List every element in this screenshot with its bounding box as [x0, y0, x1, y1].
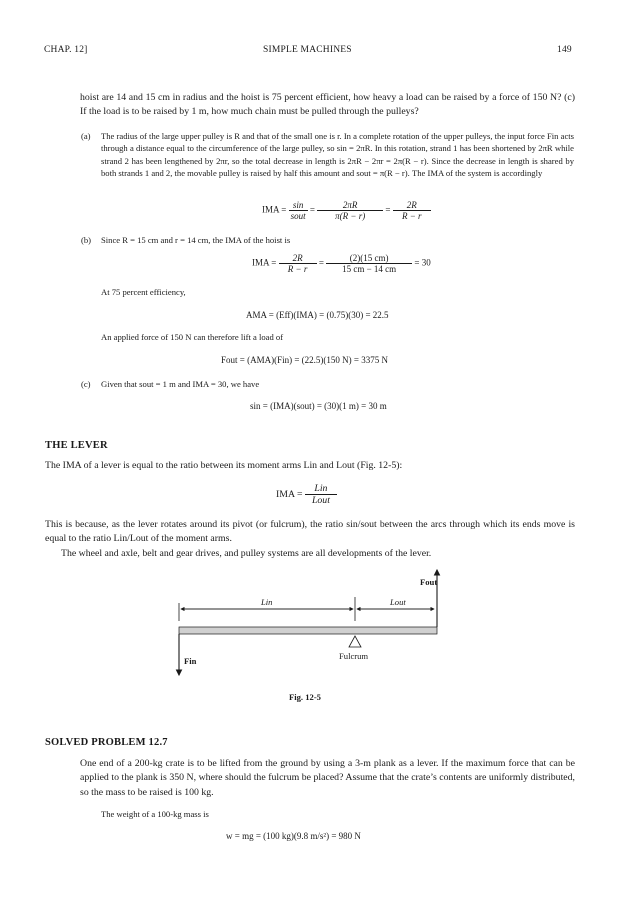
- solved-problem-equation: w = mg = (100 kg)(9.8 m/s²) = 980 N: [226, 831, 361, 841]
- solved-problem-heading: SOLVED PROBLEM 12.7: [45, 737, 168, 748]
- part-c-label: (c): [81, 379, 91, 389]
- figure-label-fout: Fout: [420, 577, 438, 587]
- part-b-efficiency-text: At 75 percent efficiency,: [101, 287, 186, 297]
- part-c-equation: sin = (IMA)(sout) = (30)(1 m) = 30 m: [250, 401, 387, 411]
- part-b-equation-2: AMA = (Eff)(IMA) = (0.75)(30) = 22.5: [246, 310, 389, 320]
- part-a-text: The radius of the large upper pulley is R and that of the small one is r. In a complete rotation of the upper pulleys, the input force Fin acts through a distance equal to the circumference of the large pulley, so sin = 2πR. In this rotation, strand 1 has been shortened by 2πR while strand 2 has been lengthened by 2πr, so the total decrease in length is 2πR − 2πr = 2π(R − r). Since the decrease in length is shared by both strands 1 and 2, the movable pulley is raised by half this amount and sout = π(R − r). The IMA of the system is accordingly: [101, 131, 574, 179]
- solved-problem-weight-text: The weight of a 100-kg mass is: [101, 809, 209, 819]
- lever-plank: [179, 627, 437, 634]
- part-b-label: (b): [81, 235, 92, 245]
- figure-label-lin: Lin: [261, 597, 273, 607]
- running-title: SIMPLE MACHINES: [263, 45, 352, 55]
- part-b-eq1-rhs: = 30: [414, 257, 431, 268]
- fulcrum-triangle: [349, 636, 361, 647]
- part-b-equation-1: [252, 253, 431, 274]
- lever-figure: [160, 565, 460, 685]
- part-b-text: Since R = 15 cm and r = 14 cm, the IMA of the hoist is: [101, 235, 291, 245]
- part-b-eq1-sign: =: [318, 257, 324, 268]
- lever-eq-lhs: IMA =: [276, 488, 303, 500]
- part-a-equation: [262, 200, 431, 221]
- lever-heading: THE LEVER: [45, 440, 108, 451]
- lever-developments-text: The wheel and axle, belt and gear drives, and pulley systems are all developments of the lever.: [61, 548, 432, 559]
- part-a-eq-f1-num: sin: [292, 200, 304, 210]
- lever-explanation-text: This is because, as the lever rotates around its pivot (or fulcrum), the ratio sin/sout between the arcs through which its ends move is equal to the ratio Lin/Lout of the moment arms.: [45, 519, 575, 545]
- figure-label-fulcrum: Fulcrum: [339, 651, 369, 661]
- lever-eq-den: Lout: [305, 494, 337, 506]
- part-a-eq-f2-den: π(R − r): [317, 210, 383, 221]
- part-b-eq1-f2-den: 15 cm − 14 cm: [326, 263, 412, 274]
- figure-label-fin: Fin: [184, 656, 197, 666]
- part-a-eq-sign-1: =: [309, 204, 315, 215]
- figure-label-lout: Lout: [390, 597, 406, 607]
- part-a-eq-f3-num: 2R: [406, 200, 417, 210]
- lever-ima-equation: [276, 483, 337, 506]
- chapter-label: CHAP. 12]: [44, 45, 88, 55]
- part-a-eq-lhs: IMA =: [262, 204, 287, 215]
- lever-eq-num: Lin: [314, 483, 328, 494]
- part-b-eq1-f1-num: 2R: [292, 253, 303, 263]
- solved-problem-text: One end of a 200-kg crate is to be lifted from the ground by using a 3-m plank as a lever. If the maximum force that can be applied to the plank is 350 N, where should the fulcrum be placed? Assume that the crate’s contents are uniformly distributed, so the mass to be raised is 100 kg.: [80, 758, 575, 798]
- part-a-eq-f3-den: R − r: [393, 210, 431, 221]
- intro-paragraph: hoist are 14 and 15 cm in radius and the hoist is 75 percent efficient, how heavy a load can be raised by a force of 150 N? (c) If the load is to be raised by 1 m, how much chain must be pulled through the pulleys?: [80, 92, 575, 118]
- part-b-eq1-f2-num: (2)(15 cm): [349, 253, 389, 263]
- part-b-eq1-f1-den: R − r: [279, 263, 317, 274]
- part-c-text: Given that sout = 1 m and IMA = 30, we have: [101, 379, 260, 389]
- part-a-label: (a): [81, 131, 91, 141]
- page-number: 149: [557, 45, 572, 55]
- part-a-eq-sign-2: =: [385, 204, 391, 215]
- part-b-eq1-lhs: IMA =: [252, 257, 277, 268]
- part-a-eq-f2-num: 2πR: [342, 200, 358, 210]
- part-a-eq-f1-den: sout: [290, 211, 306, 221]
- part-b-force-text: An applied force of 150 N can therefore lift a load of: [101, 332, 284, 342]
- figure-caption: Fig. 12-5: [289, 692, 321, 702]
- lever-intro-text: The IMA of a lever is equal to the ratio between its moment arms Lin and Lout (Fig. 12-5):: [45, 460, 403, 471]
- part-b-equation-3: Fout = (AMA)(Fin) = (22.5)(150 N) = 3375 N: [221, 355, 388, 365]
